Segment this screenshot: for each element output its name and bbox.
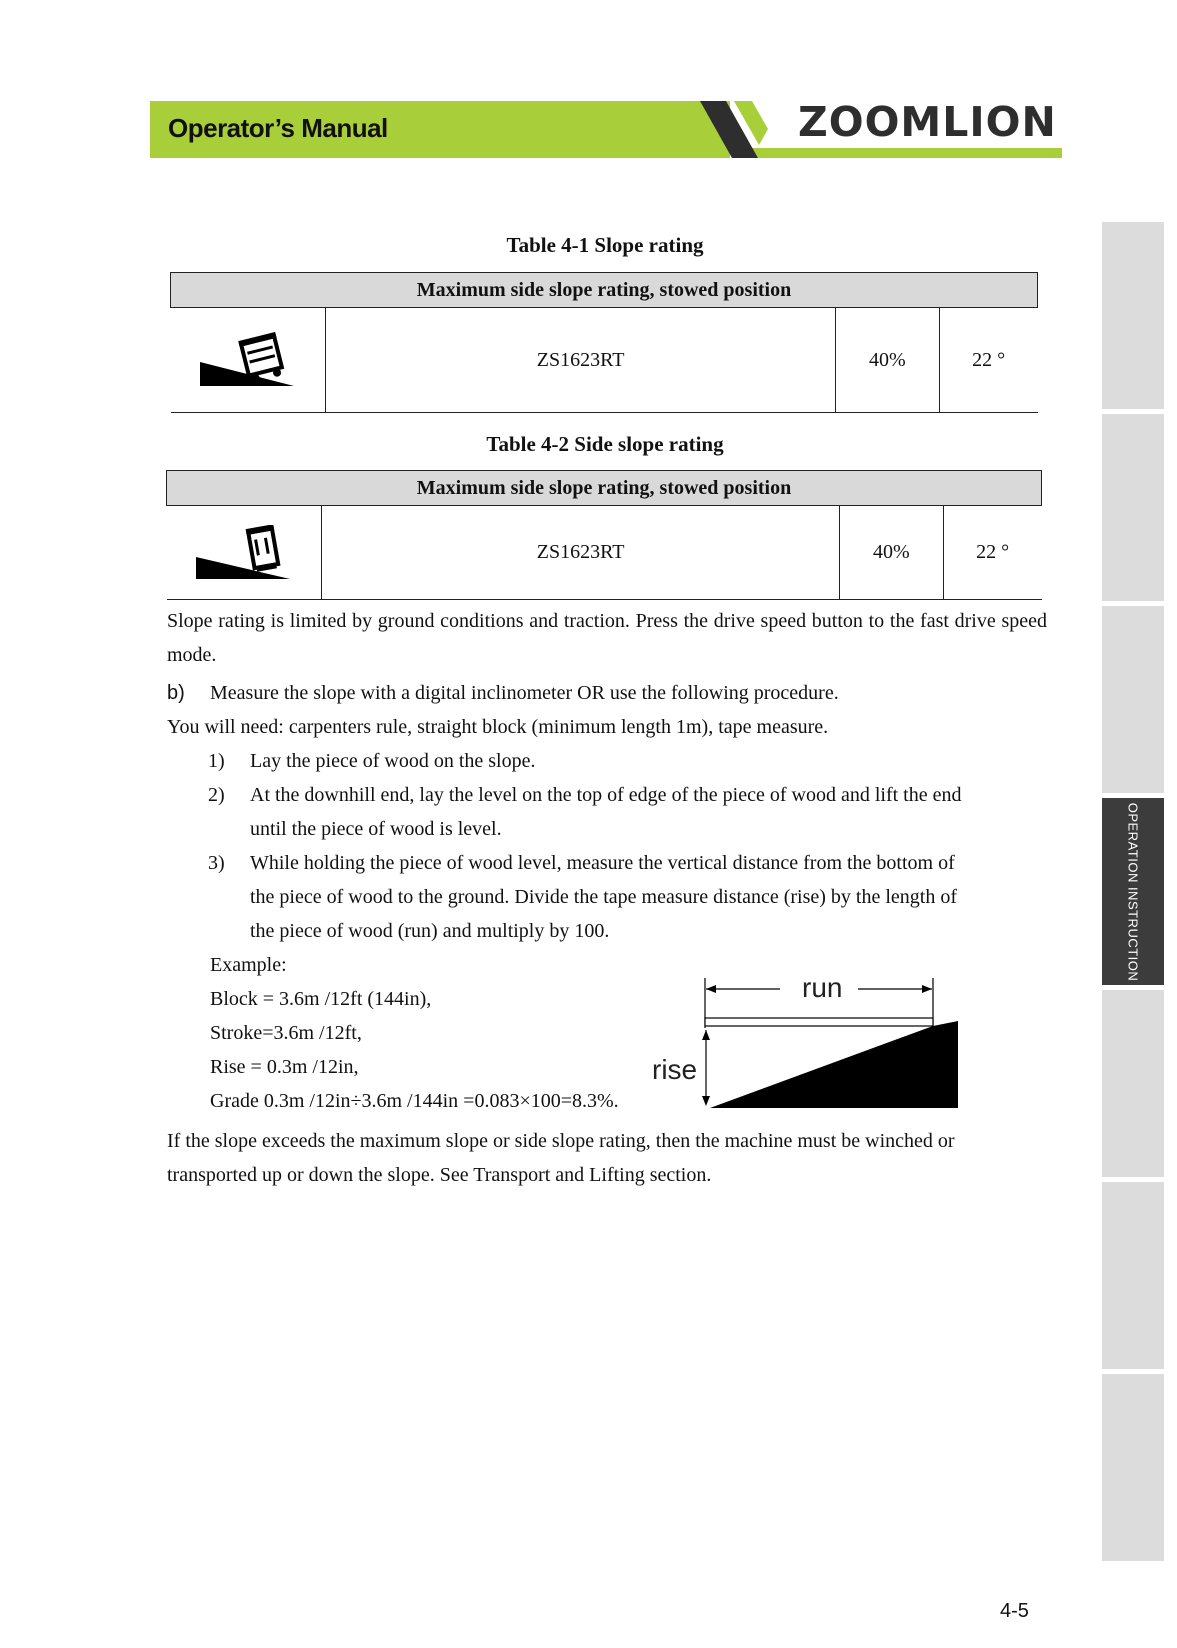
step-line: the piece of wood to the ground. Divide the tape measure distance (rise) by the length of: [250, 886, 957, 908]
step-number: 2): [208, 784, 225, 806]
table-4-1-caption: Table 4-1 Slope rating: [506, 233, 704, 257]
side-tab-7[interactable]: [1102, 1374, 1164, 1561]
side-tab-1[interactable]: [1102, 222, 1164, 409]
step-b-marker: b): [167, 682, 185, 704]
side-tab-3[interactable]: [1102, 606, 1164, 793]
example-label: Example:: [210, 954, 287, 976]
slope-measurement-diagram: [640, 968, 970, 1118]
step-number: 3): [208, 852, 225, 874]
table-degrees: 22 °: [939, 308, 1037, 413]
table-model: ZS1623RT: [322, 506, 840, 600]
step-line: Lay the piece of wood on the slope.: [250, 750, 536, 772]
slope-rating-table: [170, 272, 1038, 413]
table-icon-cell: [167, 506, 322, 600]
run-label: run: [802, 972, 843, 1003]
table-icon-cell: [171, 308, 326, 413]
manual-title: Operator’s Manual: [168, 113, 388, 143]
header-bar-underline: [744, 148, 1062, 158]
example-line: Rise = 0.3m /12in,: [210, 1056, 359, 1078]
step-line: until the piece of wood is level.: [250, 818, 502, 840]
example-line: Block = 3.6m /12ft (144in),: [210, 988, 432, 1010]
machine-on-side-slope-icon: [167, 525, 322, 581]
side-tab-5[interactable]: [1102, 990, 1164, 1177]
side-tab-operation-instruction[interactable]: [1102, 798, 1164, 985]
slope-intro-paragraph: Slope rating is limited by ground conditions and traction. Press the drive speed button to the fast drive speed mode.: [167, 610, 1047, 666]
step-line: At the downhill end, lay the level on the top of edge of the piece of wood and lift the end: [250, 784, 962, 806]
step-line: the piece of wood (run) and multiply by 100.: [250, 920, 610, 942]
table-percent: 40%: [839, 506, 943, 600]
rise-label: rise: [652, 1054, 698, 1085]
table-4-2-caption: Table 4-2 Side slope rating: [486, 432, 724, 456]
machine-on-slope-icon: [171, 332, 326, 388]
side-slope-rating-table: [166, 470, 1042, 600]
side-tab-6[interactable]: [1102, 1182, 1164, 1369]
table-heading: Maximum side slope rating, stowed position: [171, 273, 1038, 308]
table-degrees: 22 °: [943, 506, 1041, 600]
brand-logo: ZOOMLION: [798, 98, 1057, 146]
table-model: ZS1623RT: [326, 308, 836, 413]
side-tab-2[interactable]: [1102, 414, 1164, 601]
you-will-need: You will need: carpenters rule, straight block (minimum length 1m), tape measure.: [167, 716, 829, 738]
table-percent: 40%: [835, 308, 939, 413]
closing-paragraph: If the slope exceeds the maximum slope or side slope rating, then the machine must be winched or transported up or down the slope. See Transport and Lifting section.: [167, 1130, 955, 1186]
side-tab-label: OPERATION INSTRUCTION: [1125, 802, 1141, 981]
example-line: Grade 0.3m /12in÷3.6m /144in =0.083×100=8.3%.: [210, 1090, 619, 1112]
page-number: 4-5: [1000, 1600, 1029, 1622]
table-heading: Maximum side slope rating, stowed position: [167, 471, 1042, 506]
logo-stripes-icon: [700, 101, 790, 158]
step-b-text: Measure the slope with a digital inclinometer OR use the following procedure.: [210, 682, 839, 704]
example-line: Stroke=3.6m /12ft,: [210, 1022, 362, 1044]
step-line: While holding the piece of wood level, measure the vertical distance from the bottom of: [250, 852, 955, 874]
step-number: 1): [208, 750, 225, 772]
